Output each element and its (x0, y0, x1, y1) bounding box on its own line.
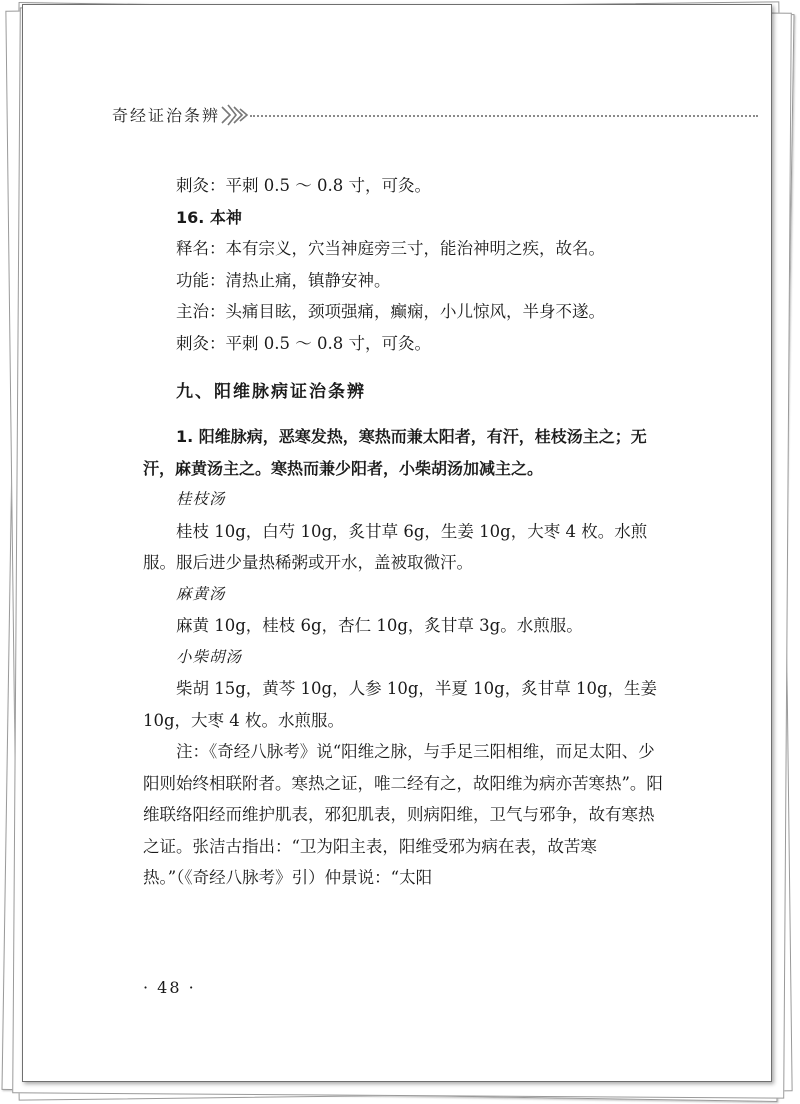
page-number: · 48 · (143, 978, 196, 997)
name-explanation: 释名：本有宗义，穴当神庭旁三寸，能治神明之疾，故名。 (176, 239, 605, 258)
formula-name: 小柴胡汤 (176, 647, 243, 666)
running-title: 奇经证治条辨 (112, 106, 221, 125)
header-ornament-icon (220, 101, 250, 129)
formula-name: 桂枝汤 (176, 490, 226, 508)
acupoint-heading: 16. 本神 (176, 207, 242, 227)
commentary-note: 注：《奇经八脉考》说“阳维之脉，与手足三阳相维，而足太阳、少阳则始终相联附者。寒热之证，唯二经有之，故阳维为病亦苦寒热”。阳维联络阳经而维护肌表，邪犯肌表，则病阳维，卫气与邪争，故有寒热之证。张洁古指出：“卫为阳主表，阳维受邪为病在表，故苦寒热。”（《奇经八脉考》引）仲景说：“太阳 (143, 742, 663, 887)
indication-line: 主治：头痛目眩，颈项强痛，癫痫，小儿惊风，半身不遂。 (176, 302, 605, 321)
acupuncture-note: 刺灸：平刺 0.5 ～ 0.8 寸，可灸。 (176, 333, 431, 353)
formula-recipe: 柴胡 15g，黄芩 10g，人参 10g，半夏 10g，炙甘草 10g，生姜 10g，大枣 4 枚。水煎服。 (143, 679, 658, 730)
section-heading: 九、阳维脉病证治条辨 (176, 382, 366, 402)
formula-name: 麻黄汤 (176, 584, 226, 603)
formula-recipe: 麻黄 10g，桂枝 6g，杏仁 10g，炙甘草 3g。水煎服。 (176, 616, 583, 635)
function-line: 功能：清热止痛，镇静安神。 (176, 270, 391, 290)
header-rule (250, 115, 758, 117)
clause-paragraph: 1. 阳维脉病，恶寒发热，寒热而兼太阳者，有汗，桂枝汤主之；无汗，麻黄汤主之。寒热而兼少阳者，小柴胡汤加减主之。 (143, 427, 647, 478)
page-body (143, 170, 663, 894)
acupuncture-note: 刺灸：平刺 0.5 ～ 0.8 寸，可灸。 (176, 176, 431, 195)
running-header (112, 101, 772, 135)
formula-recipe: 桂枝 10g，白芍 10g，炙甘草 6g，生姜 10g，大枣 4 枚。水煎服。服后进少量热稀粥或开水，盖被取微汗。 (143, 521, 648, 572)
